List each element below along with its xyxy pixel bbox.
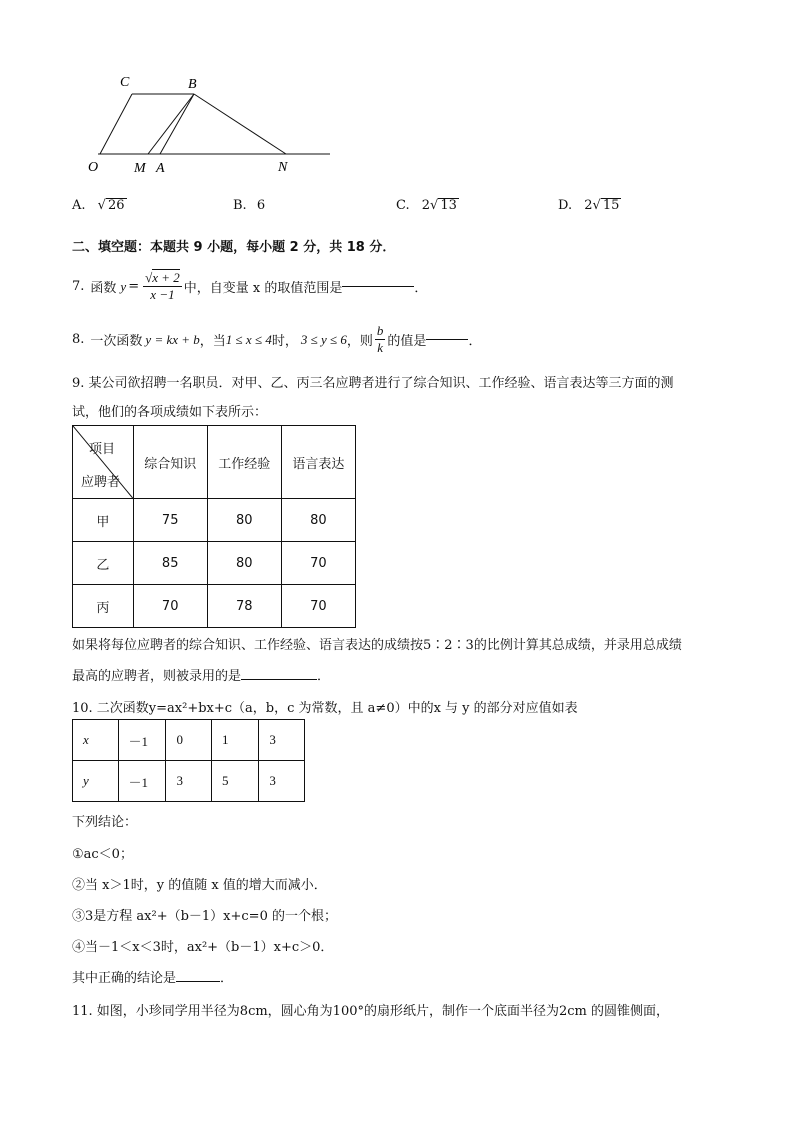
table-header: 语言表达: [281, 426, 355, 499]
table-row: 乙 85 80 70: [73, 542, 356, 585]
conclusions-intro: 下列结论：: [72, 815, 138, 830]
option-d: D. 2√ 15: [558, 198, 620, 213]
label-b: B: [188, 77, 197, 92]
table-header: 综合知识: [133, 426, 207, 499]
segment-ab: [160, 94, 194, 154]
answer-blank-10[interactable]: [176, 981, 220, 982]
conclusion-3: ③3是方程 ax²+（b－1）x+c=0 的一个根；: [72, 909, 337, 924]
option-b: B. 6: [233, 198, 266, 213]
table-row: 甲 75 80 80: [73, 499, 356, 542]
question-10-ask: 其中正确的结论是 ．: [72, 971, 234, 986]
label-m: M: [134, 161, 146, 176]
question-9-after-1: 如果将每位应聘者的综合知识、工作经验、语言表达的成绩按5∶2∶3的比例计算其总成绩，并录用总成绩: [72, 638, 682, 653]
conclusion-1: ①ac＜0；: [72, 847, 133, 862]
score-table: [72, 425, 356, 628]
q7-fraction: $\frac{√x + 2}{x -1}$: [145, 270, 180, 302]
question-7: 7. 函数 y = $\frac{√x + 2}{x -1}$ 中，自变量 x 的取值范围是 ．: [72, 270, 428, 302]
label-a: A: [156, 161, 165, 176]
q8-fraction: $\frac{b}{k}$: [376, 323, 384, 355]
segment-bn: [194, 94, 286, 154]
question-10-line: 10. 二次函数y=ax²+bx+c（a，b，c 为常数，且 a≠0）中的x 与 y 的部分对应值如表: [72, 701, 578, 716]
value-table: [72, 719, 305, 802]
table-corner-cell: 项目 应聘者: [73, 426, 134, 499]
answer-blank-7[interactable]: [342, 286, 414, 287]
segment-mb: [148, 94, 194, 154]
conclusion-4: ④当－1＜x＜3时，ax²+（b－1）x+c＞0．: [72, 940, 334, 955]
question-9-after-2: 最高的应聘者，则被录用的是 ．: [72, 669, 331, 684]
question-8: 8. 一次函数 y = kx + b ，当 1 ≤ x ≤ 4 时， 3 ≤ y ≤ 6 ，则 $\frac{b}{k}$ 的值是 ．: [72, 323, 482, 355]
label-o: O: [88, 160, 99, 175]
label-c: C: [120, 75, 130, 90]
option-a: A. √ 26: [72, 198, 125, 213]
option-a-radicand: 26: [107, 198, 125, 213]
table-row: x －1 0 1 3: [73, 720, 305, 761]
question-11-line: 11. 如图，小珍同学用半径为8cm，圆心角为100°的扇形纸片，制作一个底面半径为2cm 的圆锥侧面，: [72, 1004, 670, 1019]
section-title: 二、填空题：本题共 9 小题，每小题 2 分，共 18 分．: [72, 240, 396, 255]
answer-blank-9[interactable]: [241, 679, 317, 680]
table-row: y －1 3 5 3: [73, 761, 305, 802]
question-9-line-2: 试，他们的各项成绩如下表所示：: [72, 405, 268, 420]
segment-oc: [100, 94, 132, 154]
question-9-line-1: 9. 某公司欲招聘一名职员．对甲、乙、丙三名应聘者进行了综合知识、工作经验、语言表达等三方面的测: [72, 376, 674, 391]
table-header: 工作经验: [207, 426, 281, 499]
conclusion-2: ②当 x＞1时，y 的值随 x 值的增大而减小．: [72, 878, 327, 893]
answer-blank-8[interactable]: [426, 339, 468, 340]
table-row: 丙 70 78 70: [73, 585, 356, 628]
label-n: N: [278, 160, 288, 175]
geometry-figure: [80, 70, 340, 180]
option-c: C. 2√ 13: [396, 198, 457, 213]
